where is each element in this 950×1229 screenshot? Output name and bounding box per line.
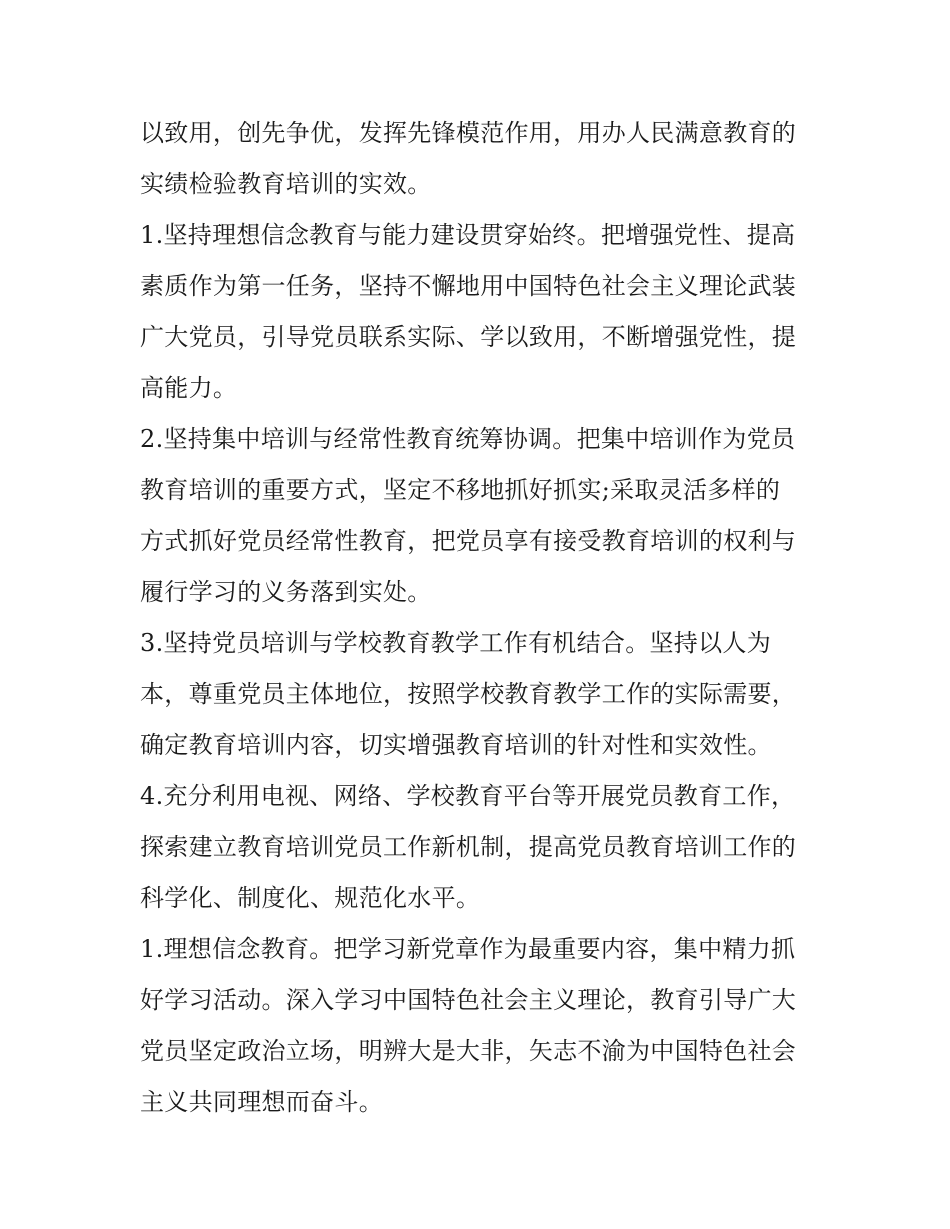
text-line: 4.充分利用电视、网络、学校教育平台等开展党员教育工作，: [140, 782, 796, 810]
text-line: 教育培训的重要方式，坚定不移地抓好抓实;采取灵活多样的: [140, 476, 781, 504]
text-line: 探索建立教育培训党员工作新机制，提高党员教育培训工作的: [140, 833, 797, 861]
text-line: 方式抓好党员经常性教育，把党员享有接受教育培训的权利与: [140, 527, 797, 555]
text-line: 高能力。: [140, 374, 238, 402]
text-line: 确定教育培训内容，切实增强教育培训的针对性和实效性。: [140, 731, 772, 759]
text-line: 3.坚持党员培训与学校教育教学工作有机结合。坚持以人为: [140, 629, 771, 657]
text-line: 党员坚定政治立场，明辨大是大非，矢志不渝为中国特色社会: [140, 1037, 797, 1065]
text-line: 实绩检验教育培训的实效。: [140, 170, 432, 198]
text-line: 本，尊重党员主体地位，按照学校教育教学工作的实际需要，: [140, 680, 797, 708]
text-line: 主义共同理想而奋斗。: [140, 1088, 383, 1116]
document-body: [140, 108, 820, 1128]
text-line: 1.理想信念教育。把学习新党章作为最重要内容，集中精力抓: [140, 935, 796, 963]
text-line: 科学化、制度化、规范化水平。: [140, 884, 481, 912]
text-line: 2.坚持集中培训与经常性教育统筹协调。把集中培训作为党员: [140, 425, 796, 453]
text-line: 履行学习的义务落到实处。: [140, 578, 432, 606]
text-line: 广大党员，引导党员联系实际、学以致用，不断增强党性，提: [140, 323, 797, 351]
text-line: 1.坚持理想信念教育与能力建设贯穿始终。把增强党性、提高: [140, 221, 796, 249]
text-line: 以致用，创先争优，发挥先锋模范作用，用办人民满意教育的: [140, 119, 797, 147]
text-line: 素质作为第一任务，坚持不懈地用中国特色社会主义理论武装: [140, 272, 797, 300]
text-line: 好学习活动。深入学习中国特色社会主义理论，教育引导广大: [140, 986, 797, 1014]
